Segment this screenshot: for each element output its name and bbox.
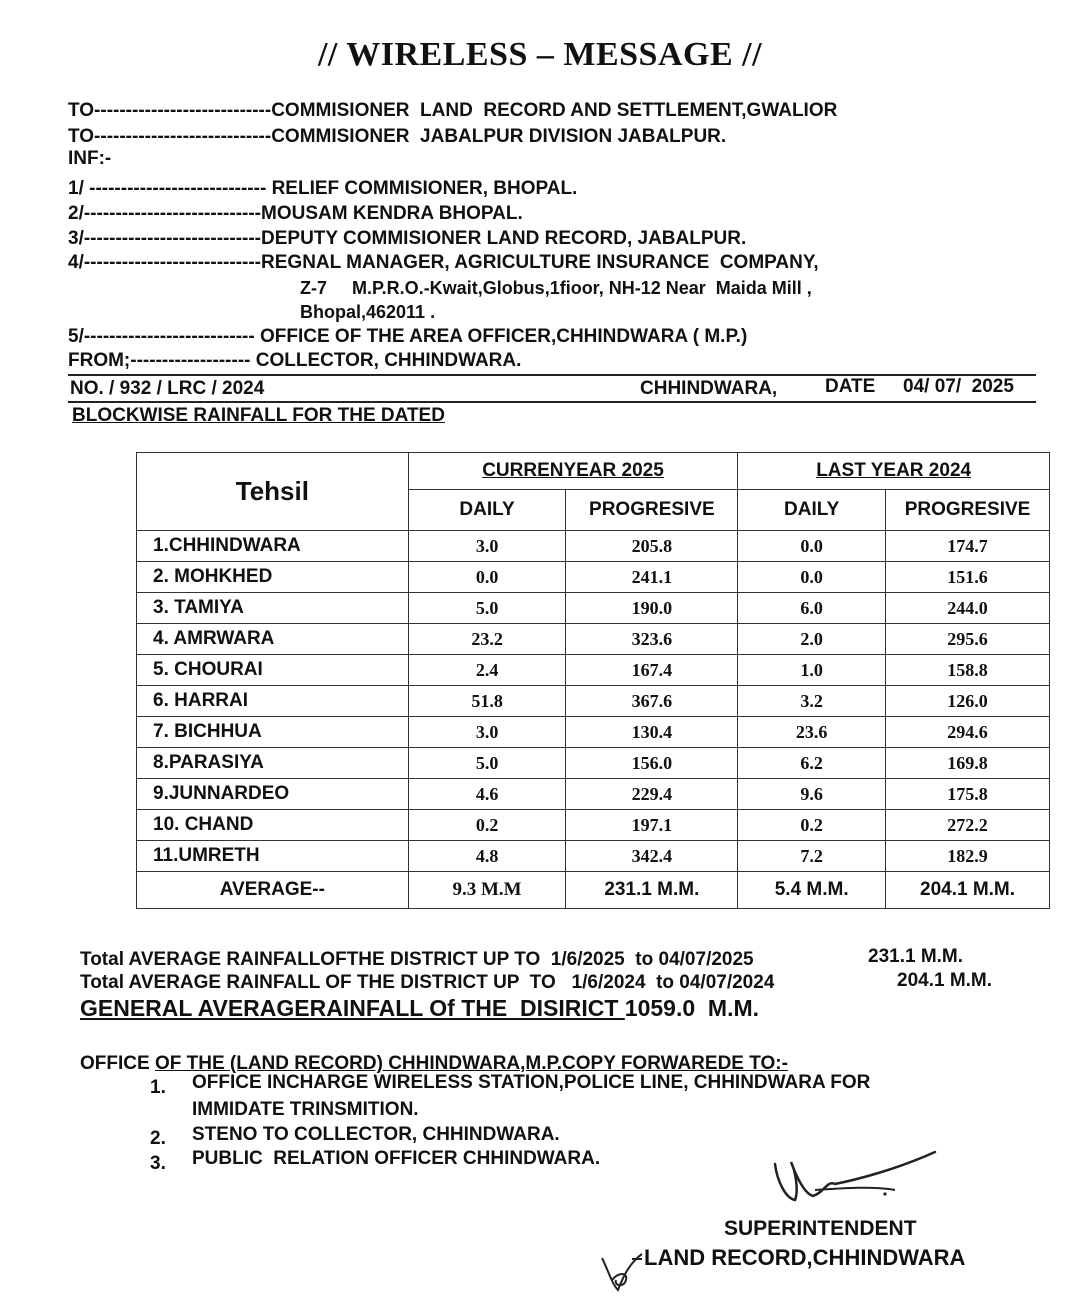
total-value: 231.1 M.M.	[868, 946, 964, 967]
from-line	[68, 350, 521, 372]
last-daily-cell: 0.2	[738, 810, 886, 841]
current-daily-cell: 4.8	[408, 841, 566, 872]
current-daily-cell: 3.0	[408, 531, 566, 562]
recipient-name: OFFICE OF THE AREA OFFICER,CHHINDWARA ( M.P.)	[259, 326, 748, 347]
from-name: COLLECTOR, CHHINDWARA.	[255, 350, 522, 371]
tehsil-name: 4. AMRWARA	[137, 624, 409, 655]
current-progressive-cell: 342.4	[566, 841, 738, 872]
current-progressive-cell: 156.0	[566, 748, 738, 779]
tehsil-name: 9.JUNNARDEO	[137, 779, 409, 810]
current-progressive-cell: 241.1	[566, 562, 738, 593]
tehsil-name: 1.CHHINDWARA	[137, 531, 409, 562]
copy-item-3-number: 3.	[150, 1153, 166, 1174]
copy-item-1-number: 1.	[150, 1077, 166, 1098]
office-name: LAND RECORD,CHHINDWARA	[644, 1245, 966, 1270]
tehsil-name: 10. CHAND	[137, 810, 409, 841]
inf-label: INF:-	[68, 148, 112, 169]
reference-number: NO. / 932 / LRC / 2024	[70, 378, 265, 399]
to-line-2	[68, 126, 726, 148]
last-daily-cell: 0.0	[738, 531, 886, 562]
average-label: AVERAGE--	[137, 872, 409, 909]
last-progressive-cell: 151.6	[886, 562, 1050, 593]
last-progressive-cell: 295.6	[886, 624, 1050, 655]
table-row	[137, 841, 1050, 872]
current-progressive-cell: 323.6	[566, 624, 738, 655]
from-lead: FROM;-------------------	[68, 350, 256, 371]
current-progressive-cell: 130.4	[566, 717, 738, 748]
current-daily-cell: 4.6	[408, 779, 566, 810]
address-line-2: Bhopal,462011 .	[300, 302, 436, 322]
general-average-value: 1059.0 M.M.	[624, 995, 760, 1021]
tehsil-name: 5. CHOURAI	[137, 655, 409, 686]
table-row	[137, 562, 1050, 593]
last-daily-cell: 3.2	[738, 686, 886, 717]
date-value: 04/ 07/ 2025	[903, 376, 1014, 397]
place-label: CHHINDWARA,	[640, 378, 778, 399]
last-daily-cell: 9.6	[738, 779, 886, 810]
tehsil-name: 11.UMRETH	[137, 841, 409, 872]
last-daily-cell: 23.6	[738, 717, 886, 748]
last-progressive-cell: 175.8	[886, 779, 1050, 810]
total-value: 204.1 M.M.	[897, 970, 993, 991]
recipient-name: DEPUTY COMMISIONER LAND RECORD, JABALPUR.	[261, 228, 747, 249]
table-body	[137, 531, 1050, 872]
last-daily-cell: 6.0	[738, 593, 886, 624]
current-daily-cell: 0.0	[408, 562, 566, 593]
last-daily-cell: 6.2	[738, 748, 886, 779]
current-daily-header: DAILY	[408, 490, 566, 531]
current-progressive-cell: 205.8	[566, 531, 738, 562]
current-daily-cell: 5.0	[408, 593, 566, 624]
current-daily-cell: 0.2	[408, 810, 566, 841]
recipient-2	[68, 203, 523, 225]
last-progressive-cell: 158.8	[886, 655, 1050, 686]
average-row	[137, 872, 1050, 909]
recipient-lead: 3/----------------------------	[68, 228, 262, 249]
initials-mark	[598, 1250, 646, 1296]
current-progressive-cell: 190.0	[566, 593, 738, 624]
average-last-progressive: 204.1 M.M.	[886, 872, 1050, 909]
average-current-progressive: 231.1 M.M.	[566, 872, 738, 909]
last-daily-cell: 1.0	[738, 655, 886, 686]
total-line-1	[80, 946, 964, 971]
current-daily-cell: 51.8	[408, 686, 566, 717]
to-line-1	[68, 100, 837, 122]
copy-header-start: OFFICE	[80, 1053, 155, 1074]
last-daily-header: DAILY	[738, 490, 886, 531]
copy-item-1-line-1: OFFICE INCHARGE WIRELESS STATION,POLICE LINE, CHHINDWARA FOR	[192, 1072, 871, 1093]
current-progressive-header: PROGRESIVE	[566, 490, 738, 531]
to-recipient: COMMISIONER LAND RECORD AND SETTLEMENT,GWALIOR	[271, 100, 838, 121]
recipient-1	[68, 178, 577, 200]
tehsil-name: 8.PARASIYA	[137, 748, 409, 779]
recipient-4	[68, 252, 819, 274]
last-daily-cell: 0.0	[738, 562, 886, 593]
recipient-name: RELIEF COMMISIONER, BHOPAL.	[271, 178, 578, 199]
total-text: Total AVERAGE RAINFALL OF THE DISTRICT UP TO 1/6/2024 to 04/07/2024	[80, 972, 775, 993]
current-daily-cell: 5.0	[408, 748, 566, 779]
table-row	[137, 748, 1050, 779]
copy-item-2-line-1: STENO TO COLLECTOR, CHHINDWARA.	[192, 1124, 560, 1145]
recipient-name: REGNAL MANAGER, AGRICULTURE INSURANCE COMPANY,	[261, 252, 819, 273]
divider-bottom	[68, 401, 1036, 403]
last-progressive-cell: 174.7	[886, 531, 1050, 562]
current-daily-cell: 3.0	[408, 717, 566, 748]
copy-item-3-line-1: PUBLIC RELATION OFFICER CHHINDWARA.	[192, 1148, 601, 1169]
current-progressive-cell: 367.6	[566, 686, 738, 717]
last-progressive-cell: 272.2	[886, 810, 1050, 841]
last-progressive-cell: 182.9	[886, 841, 1050, 872]
table-row	[137, 686, 1050, 717]
current-daily-cell: 2.4	[408, 655, 566, 686]
current-progressive-cell: 167.4	[566, 655, 738, 686]
last-progressive-header: PROGRESIVE	[886, 490, 1050, 531]
average-last-daily: 5.4 M.M.	[738, 872, 886, 909]
last-progressive-cell: 169.8	[886, 748, 1050, 779]
date-label: DATE	[825, 376, 876, 397]
designation: SUPERINTENDENT	[724, 1217, 917, 1240]
tehsil-name: 6. HARRAI	[137, 686, 409, 717]
current-progressive-cell: 229.4	[566, 779, 738, 810]
table-header-row	[137, 453, 1050, 490]
current-progressive-cell: 197.1	[566, 810, 738, 841]
average-current-daily: 9.3 M.M	[408, 872, 566, 909]
recipient-lead: 4/----------------------------	[68, 252, 262, 273]
current-year-header: CURRENYEAR 2025	[408, 453, 738, 490]
recipient-lead: 5/---------------------------	[68, 326, 260, 347]
last-daily-cell: 7.2	[738, 841, 886, 872]
tehsil-name: 2. MOHKHED	[137, 562, 409, 593]
recipient-3	[68, 228, 746, 250]
last-progressive-cell: 244.0	[886, 593, 1050, 624]
divider-top	[68, 374, 1036, 376]
general-average-line	[80, 995, 759, 1022]
to-recipient: COMMISIONER JABALPUR DIVISION JABALPUR.	[271, 126, 727, 147]
address-line-1: Z-7 M.P.R.O.-Kwait,Globus,1fioor, NH-12 Near Maida Mill ,	[300, 278, 812, 298]
last-progressive-cell: 294.6	[886, 717, 1050, 748]
copy-item-1-line-2: IMMIDATE TRINSMITION.	[192, 1099, 419, 1120]
recipient-name: MOUSAM KENDRA BHOPAL.	[261, 203, 523, 224]
copy-item-2-number: 2.	[150, 1128, 166, 1149]
to-lead: TO----------------------------	[68, 100, 272, 121]
office-line	[644, 1245, 965, 1271]
table-row	[137, 593, 1050, 624]
current-daily-cell: 23.2	[408, 624, 566, 655]
table-row	[137, 624, 1050, 655]
general-average-label: GENERAL AVERAGERAINFALL Of THE DISIRICT	[80, 995, 625, 1021]
subject-line: BLOCKWISE RAINFALL FOR THE DATED	[72, 405, 445, 426]
last-progressive-cell: 126.0	[886, 686, 1050, 717]
table-row	[137, 531, 1050, 562]
signature-mark	[755, 1150, 945, 1220]
document-title: // WIRELESS – MESSAGE //	[317, 36, 763, 73]
table-row	[137, 717, 1050, 748]
total-text: Total AVERAGE RAINFALLOFTHE DISTRICT UP TO 1/6/2025 to 04/07/2025	[80, 949, 754, 970]
recipient-lead: 2/----------------------------	[68, 203, 262, 224]
recipient-5	[68, 326, 747, 348]
tehsil-name: 3. TAMIYA	[137, 593, 409, 624]
office-dash	[632, 1258, 642, 1260]
last-year-header: LAST YEAR 2024	[738, 453, 1050, 490]
rainfall-table	[136, 452, 1050, 909]
tehsil-name: 7. BICHHUA	[137, 717, 409, 748]
tehsil-header: Tehsil	[137, 453, 409, 531]
total-line-2	[80, 970, 993, 994]
recipient-lead: 1/ ----------------------------	[68, 178, 272, 199]
copy-header-rest: OF THE (LAND RECORD) CHHINDWARA,M.P.COPY FORWAREDE TO:-	[154, 1053, 788, 1074]
to-lead: TO----------------------------	[68, 126, 272, 147]
table-row	[137, 655, 1050, 686]
last-daily-cell: 2.0	[738, 624, 886, 655]
table-row	[137, 810, 1050, 841]
table-row	[137, 779, 1050, 810]
